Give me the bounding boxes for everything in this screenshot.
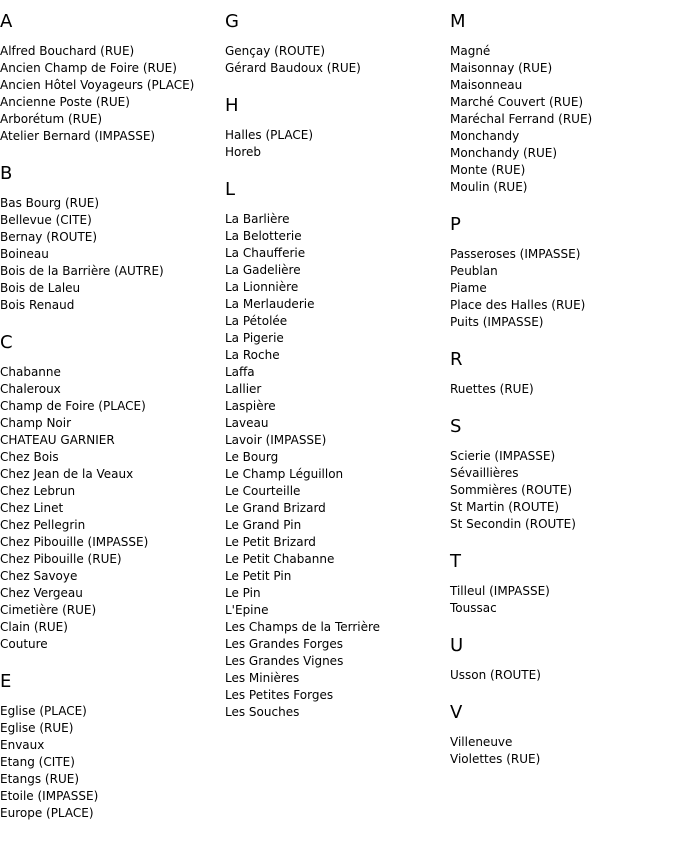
street-name: Chez Linet bbox=[0, 501, 64, 515]
street-name: Sommières (ROUTE) bbox=[450, 483, 573, 497]
section-letter-heading: M bbox=[450, 11, 466, 32]
street-list bbox=[450, 246, 672, 331]
street-name: Les Minières bbox=[225, 671, 300, 685]
street-name: Arborétum (RUE) bbox=[0, 112, 103, 126]
street-list bbox=[0, 364, 222, 653]
street-name: La Belotterie bbox=[225, 229, 302, 243]
street-name: Toussac bbox=[450, 601, 497, 615]
section-letter-heading: P bbox=[450, 214, 461, 235]
street-list bbox=[450, 734, 672, 768]
street-name: La Chaufferie bbox=[225, 246, 306, 260]
street-name: Eglise (RUE) bbox=[0, 721, 74, 735]
section-letter-heading: G bbox=[225, 11, 239, 32]
street-index-column-2 bbox=[225, 0, 447, 739]
street-name: Ancien Champ de Foire (RUE) bbox=[0, 61, 177, 75]
section-letter-heading: L bbox=[225, 179, 236, 200]
street-name: Marché Couvert (RUE) bbox=[450, 95, 584, 109]
street-name: Tilleul (IMPASSE) bbox=[450, 584, 550, 598]
street-name: Cimetière (RUE) bbox=[0, 603, 97, 617]
letter-section bbox=[450, 551, 672, 617]
section-letter-heading: E bbox=[0, 671, 12, 692]
street-name: Bois Renaud bbox=[0, 298, 75, 312]
street-name: Laffa bbox=[225, 365, 255, 379]
street-name: Chez Lebrun bbox=[0, 484, 76, 498]
street-name: Chez Pibouille (RUE) bbox=[0, 552, 122, 566]
section-letter-heading: V bbox=[450, 702, 463, 723]
section-letter-heading: C bbox=[0, 332, 13, 353]
section-letter-heading: H bbox=[225, 95, 239, 116]
street-name: Usson (ROUTE) bbox=[450, 668, 541, 682]
street-list bbox=[225, 127, 447, 161]
section-letter-heading: B bbox=[0, 163, 13, 184]
street-name: Le Grand Pin bbox=[225, 518, 302, 532]
street-name: Horeb bbox=[225, 145, 262, 159]
street-name: Chez Jean de la Veaux bbox=[0, 467, 134, 481]
street-list bbox=[450, 448, 672, 533]
street-name: La Merlauderie bbox=[225, 297, 315, 311]
letter-section bbox=[450, 349, 672, 398]
street-name: Laspière bbox=[225, 399, 276, 413]
street-name: Le Petit Pin bbox=[225, 569, 292, 583]
street-name: L'Epine bbox=[225, 603, 269, 617]
street-index-column-1 bbox=[0, 0, 222, 840]
street-name: La Pétolée bbox=[225, 314, 288, 328]
letter-section bbox=[225, 95, 447, 161]
street-list bbox=[450, 583, 672, 617]
street-name: Le Grand Brizard bbox=[225, 501, 326, 515]
street-name: Ancien Hôtel Voyageurs (PLACE) bbox=[0, 78, 195, 92]
street-name: La Pigerie bbox=[225, 331, 284, 345]
street-name: Piame bbox=[450, 281, 487, 295]
street-name: Monchandy bbox=[450, 129, 520, 143]
street-name: St Martin (ROUTE) bbox=[450, 500, 560, 514]
street-name: Lavoir (IMPASSE) bbox=[225, 433, 327, 447]
street-name: Peublan bbox=[450, 264, 498, 278]
street-name: Chabanne bbox=[0, 365, 61, 379]
street-name: Ruettes (RUE) bbox=[450, 382, 534, 396]
street-name: St Secondin (ROUTE) bbox=[450, 517, 576, 531]
street-name: Les Petites Forges bbox=[225, 688, 334, 702]
street-name: Magné bbox=[450, 44, 491, 58]
street-name: Les Grandes Vignes bbox=[225, 654, 344, 668]
street-name: Eglise (PLACE) bbox=[0, 704, 87, 718]
street-name: Champ de Foire (PLACE) bbox=[0, 399, 146, 413]
street-name: Chaleroux bbox=[0, 382, 61, 396]
street-name: Bois de la Barrière (AUTRE) bbox=[0, 264, 164, 278]
street-name: Maisonneau bbox=[450, 78, 523, 92]
letter-section bbox=[450, 214, 672, 331]
street-name: Lallier bbox=[225, 382, 262, 396]
letter-section bbox=[0, 671, 222, 822]
section-letter-heading: T bbox=[450, 551, 461, 572]
street-name: Etangs (RUE) bbox=[0, 772, 79, 786]
street-name: Monchandy (RUE) bbox=[450, 146, 558, 160]
street-name: Boineau bbox=[0, 247, 49, 261]
letter-section bbox=[450, 416, 672, 533]
letter-section bbox=[450, 702, 672, 768]
street-name: Moulin (RUE) bbox=[450, 180, 528, 194]
street-name: Le Champ Léguillon bbox=[225, 467, 344, 481]
street-name: Villeneuve bbox=[450, 735, 513, 749]
street-name: Maisonnay (RUE) bbox=[450, 61, 553, 75]
street-name: Laveau bbox=[225, 416, 269, 430]
street-name: Ancienne Poste (RUE) bbox=[0, 95, 130, 109]
street-name: Scierie (IMPASSE) bbox=[450, 449, 556, 463]
letter-section bbox=[0, 11, 222, 145]
street-list bbox=[225, 211, 447, 721]
street-list bbox=[450, 381, 672, 398]
letter-section bbox=[450, 11, 672, 196]
street-name: La Barlière bbox=[225, 212, 290, 226]
section-letter-heading: A bbox=[0, 11, 13, 32]
street-name: Atelier Bernard (IMPASSE) bbox=[0, 129, 156, 143]
section-letter-heading: R bbox=[450, 349, 463, 370]
street-name: Bois de Laleu bbox=[0, 281, 81, 295]
street-name: Puits (IMPASSE) bbox=[450, 315, 544, 329]
letter-section bbox=[225, 179, 447, 721]
street-list bbox=[450, 667, 672, 684]
street-name: Maréchal Ferrand (RUE) bbox=[450, 112, 593, 126]
street-name: Bellevue (CITE) bbox=[0, 213, 92, 227]
street-name: Chez Bois bbox=[0, 450, 59, 464]
letter-section bbox=[0, 163, 222, 314]
street-name: Passeroses (IMPASSE) bbox=[450, 247, 581, 261]
section-letter-heading: U bbox=[450, 635, 464, 656]
street-name: Le Pin bbox=[225, 586, 261, 600]
letter-section bbox=[450, 635, 672, 684]
street-name: Etoile (IMPASSE) bbox=[0, 789, 99, 803]
street-name: Violettes (RUE) bbox=[450, 752, 541, 766]
letter-section bbox=[0, 332, 222, 653]
street-index-column-3 bbox=[450, 0, 672, 786]
street-name: Chez Savoye bbox=[0, 569, 78, 583]
street-name: Chez Pellegrin bbox=[0, 518, 86, 532]
street-name: Bas Bourg (RUE) bbox=[0, 196, 100, 210]
street-name: Le Petit Chabanne bbox=[225, 552, 335, 566]
street-name: Couture bbox=[0, 637, 48, 651]
street-name: Le Petit Brizard bbox=[225, 535, 316, 549]
street-name: La Roche bbox=[225, 348, 280, 362]
street-name: Europe (PLACE) bbox=[0, 806, 94, 820]
street-name: Sévaillières bbox=[450, 466, 519, 480]
street-name: CHATEAU GARNIER bbox=[0, 433, 115, 447]
street-name: Les Champs de la Terrière bbox=[225, 620, 381, 634]
street-name: Alfred Bouchard (RUE) bbox=[0, 44, 135, 58]
street-name: Les Grandes Forges bbox=[225, 637, 343, 651]
street-list bbox=[0, 703, 222, 822]
street-name: La Gadelière bbox=[225, 263, 301, 277]
letter-section bbox=[225, 11, 447, 77]
street-name: Le Courteille bbox=[225, 484, 301, 498]
street-name: Le Bourg bbox=[225, 450, 279, 464]
street-name: Chez Vergeau bbox=[0, 586, 83, 600]
street-name: La Lionnière bbox=[225, 280, 299, 294]
section-letter-heading: S bbox=[450, 416, 462, 437]
street-name: Champ Noir bbox=[0, 416, 72, 430]
street-name: Bernay (ROUTE) bbox=[0, 230, 98, 244]
street-name: Chez Pibouille (IMPASSE) bbox=[0, 535, 149, 549]
street-list bbox=[0, 43, 222, 145]
street-name: Place des Halles (RUE) bbox=[450, 298, 586, 312]
street-name: Clain (RUE) bbox=[0, 620, 68, 634]
street-list bbox=[225, 43, 447, 77]
street-name: Gençay (ROUTE) bbox=[225, 44, 325, 58]
street-name: Etang (CITE) bbox=[0, 755, 75, 769]
street-name: Les Souches bbox=[225, 705, 300, 719]
street-name: Monte (RUE) bbox=[450, 163, 526, 177]
street-list bbox=[0, 195, 222, 314]
street-name: Envaux bbox=[0, 738, 45, 752]
street-name: Halles (PLACE) bbox=[225, 128, 314, 142]
street-list bbox=[450, 43, 672, 196]
street-name: Gérard Baudoux (RUE) bbox=[225, 61, 361, 75]
